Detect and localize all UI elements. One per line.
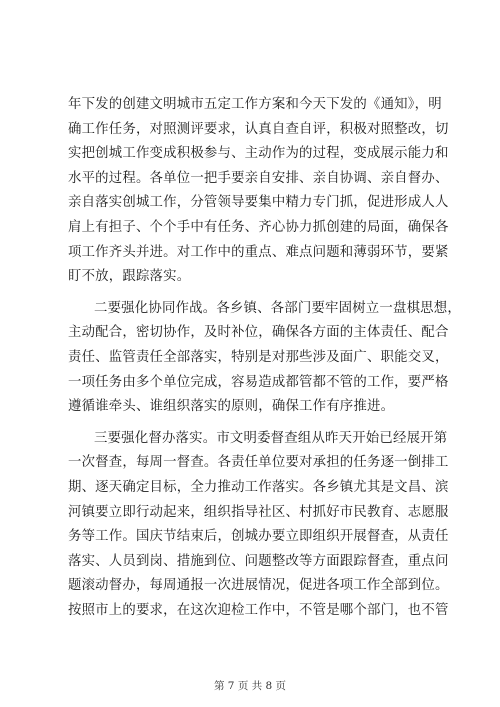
paragraph-2	[68, 297, 461, 420]
text-line: 二要强化协同作战。各乡镇、各部门要牢固树立一盘棋思想，	[94, 300, 461, 316]
paragraph-1	[68, 93, 449, 290]
document-body	[68, 93, 461, 623]
text-line: 题滚动督办，每周通报一次进展情况，促进各项工作全部到位。	[68, 578, 449, 594]
text-line: 责任、监管责任全部落实，特别是对那些涉及面广、职能交叉，	[68, 349, 449, 365]
text-line: 按照市上的要求，在这次迎检工作中，不管是哪个部门，也不管	[68, 602, 449, 618]
text-line: 三要强化督办落实。市文明委督查组从昨天开始已经展开第	[94, 430, 448, 446]
text-line: 主动配合，密切协作，及时补位，确保各方面的主体责任、配合	[68, 325, 449, 341]
text-line: 肩上有担子、个个手中有任务、齐心协力抓创建的局面，确保各	[68, 219, 449, 235]
text-line: 亲自落实创城工作，分管领导要集中精力专门抓，促进形成人人	[68, 195, 449, 211]
paragraph-3	[68, 427, 449, 624]
page-footer: 第 7 页 共 8 页	[213, 680, 287, 692]
text-line: 盯不放，跟踪落实。	[68, 269, 191, 285]
text-line: 水平的过程。各单位一把手要亲自安排、亲自协调、亲自督办、	[68, 170, 449, 186]
text-line: 落实、人员到岗、措施到位、问题整改等方面跟踪督查，重点问	[68, 553, 449, 569]
text-line: 期、逐天确定目标，全力推动工作落实。各乡镇尤其是文昌、滨	[68, 479, 449, 495]
text-line: 一项任务由多个单位完成，容易造成都管都不管的工作，要严格	[68, 374, 449, 390]
text-line: 年下发的创建文明城市五定工作方案和今天下发的《通知》，明	[68, 97, 442, 112]
text-line: 实把创城工作变成积极参与、主动作为的过程，变成展示能力和	[68, 146, 449, 162]
text-line: 一次督查，每周一督查。各责任单位要对承担的任务逐一倒排工	[68, 455, 449, 471]
text-line: 遵循谁牵头、谁组织落实的原则，确保工作有序推进。	[68, 399, 395, 415]
text-line: 确工作任务，对照测评要求，认真自查自评，积极对照整改，切	[68, 121, 449, 137]
text-line: 项工作齐头并进。对工作中的重点、难点问题和薄弱环节，要紧	[68, 244, 449, 260]
text-line: 务等工作。国庆节结束后，创城办要立即组织开展督查，从责任	[68, 529, 449, 545]
text-line: 河镇要立即行动起来，组织指导社区、村抓好市民教育、志愿服	[68, 504, 449, 520]
